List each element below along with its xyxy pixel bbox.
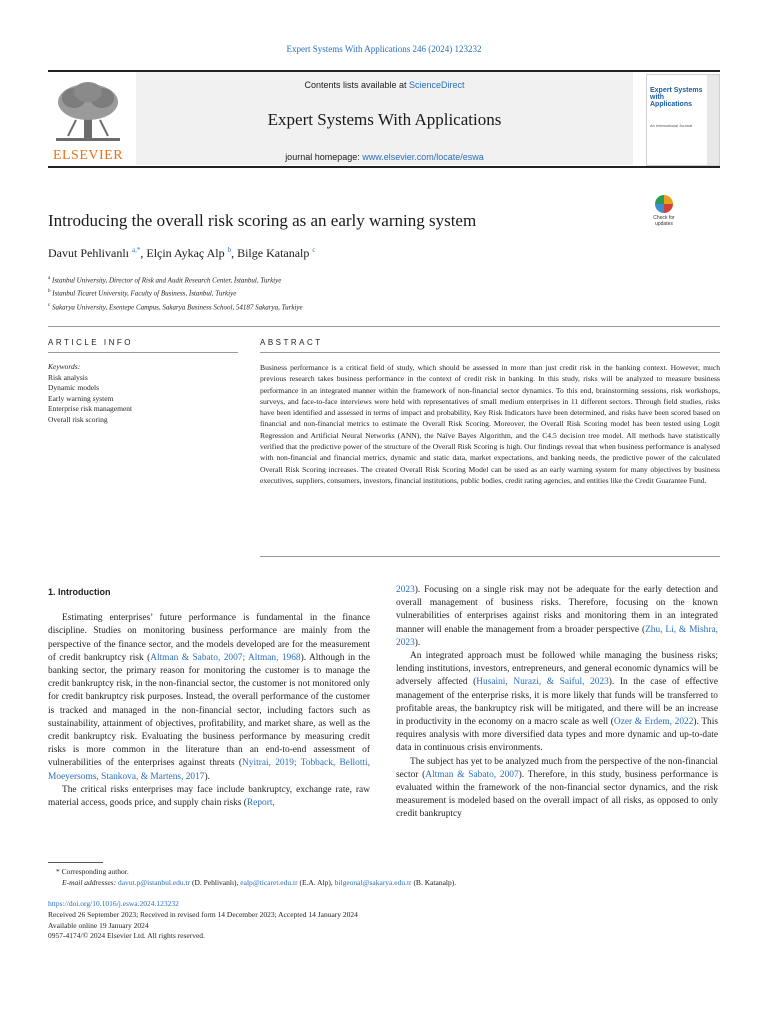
keyword: Overall risk scoring	[48, 414, 108, 424]
publication-info	[48, 899, 358, 942]
body-paragraph: An integrated approach must be followed while managing the business risks; lending institutions, investors, entrepreneurs, and general economic dynamics will be adversely affected (Husaini, Nurazi, & Saiful, 2023). In the case of effective management of the enterprise risks, it is more likely that funds will be transferred to profitable areas, the bankruptcy risk will be mitigated, and there will be an increase in productivity in the economy on a macro scale as well (Ozer & Erdem, 2022). This requires analysis with more diversified data types and more dynamic and up-to-date data in continuous crisis environments.	[396, 651, 719, 754]
author-name[interactable]: Davut Pehlivanlı	[48, 246, 129, 260]
journal-banner	[136, 72, 633, 165]
citation-link[interactable]: Altman & Sabato, 2007	[425, 769, 519, 780]
keyword: Risk analysis	[48, 372, 88, 382]
check-updates-label: Check for updates	[653, 215, 675, 227]
elsevier-logo	[48, 78, 128, 166]
copyright: 0957-4174/© 2024 Elsevier Ltd. All rights reserved.	[48, 931, 205, 941]
publisher-name: ELSEVIER	[52, 148, 124, 163]
keyword: Early warning system	[48, 393, 114, 403]
author-affil-marker[interactable]: b	[227, 246, 232, 254]
email-link[interactable]: davut.p@istanbul.edu.tr	[117, 878, 191, 887]
citation-link[interactable]: 2023	[396, 585, 415, 595]
received-dates: Received 26 September 2023; Received in revised form 14 December 2023; Accepted 14 January 2024	[48, 909, 358, 919]
affiliation: $^b$ Istanbul Ticaret University, Faculty of Business, İstanbul, Turkiye	[48, 289, 237, 298]
sciencedirect-link[interactable]: ScienceDirect	[409, 80, 465, 90]
doi-link[interactable]: https://doi.org/10.1016/j.eswa.2024.123232	[48, 899, 179, 908]
contents-line	[136, 80, 633, 90]
footnotes	[48, 866, 456, 888]
homepage-link[interactable]: www.elsevier.com/locate/eswa	[362, 152, 484, 162]
journal-citation[interactable]: Expert Systems With Applications 246 (2024) 123232	[286, 44, 482, 54]
author-name[interactable]: Elçin Aykaç Alp	[146, 246, 225, 260]
keyword: Dynamic models	[48, 383, 100, 392]
cover-title: Expert Systems with Applications	[650, 87, 703, 108]
author-name[interactable]: Bilge Katanalp	[237, 246, 310, 260]
check-updates-icon	[655, 195, 673, 213]
affiliations	[48, 273, 303, 313]
citation-link[interactable]: Nyitrai, 2019; Tobback, Bellotti, Moeyersoms, Stankova, & Martens, 2017	[48, 758, 370, 782]
author-affil-marker[interactable]: a,*	[132, 246, 141, 254]
check-for-updates-badge[interactable]	[646, 195, 682, 233]
email-addresses: E-mail addresses: davut.p@istanbul.edu.tr (D. Pehlivanlı), ealp@ticaret.edu.tr (E.A. Alp), bilgeonal@sakarya.edu.tr (B. Katanalp).	[62, 878, 457, 887]
journal-title: Expert Systems With Applications	[267, 110, 502, 129]
cover-side-strip	[707, 75, 719, 165]
journal-cover-thumbnail[interactable]	[646, 74, 720, 166]
contents-prefix: Contents lists available at	[304, 80, 410, 90]
abstract-rule	[260, 352, 720, 353]
article-info-heading: ARTICLE INFO	[48, 338, 133, 347]
author-affil-marker[interactable]: c	[312, 246, 316, 254]
journal-masthead	[48, 70, 720, 168]
online-date: Available online 19 January 2024	[48, 920, 149, 930]
section-heading: 1. Introduction	[48, 587, 111, 597]
corresponding-author-note: * Corresponding author.	[56, 867, 129, 876]
elsevier-tree-icon	[48, 78, 128, 148]
article-info-rule	[48, 352, 238, 353]
author-list: Davut Pehlivanlı $^{a,*}$, Elçin Aykaç Alp $^b$, Bilge Katanalp $^c$	[48, 246, 316, 260]
citation-link[interactable]: Husaini, Nurazi, & Saiful, 2023	[476, 677, 609, 688]
homepage-line	[136, 152, 633, 162]
body-paragraph: Estimating enterprises’ future performance is fundamental in the finance discipline. Studies on monitoring business performance are mainly from the perspective of the finance sector, and the models developed are for the measurement of credit bankruptcy risk (Altman & Sabato, 2007; Altman, 1968). Although in the banking sector, the primary reason for monitoring the customer is to manage the credit bankruptcy risk, in the non-financial sector, the customer is not monitored only for credit bankruptcy risk purposes. Instead, the overall performance of the customer is tracked and managed in the non-financial sector, including factors such as sustainability, attainment of objectives, profitability, and market share, as well as the credit bankruptcy risk. Evaluating the business performance by measuring credit risks is more common in the literature than an end-to-end assessment of vulnerabilities of the enterprises against threats (Nyitrai, 2019; Tobback, Bellotti, Moeyersoms, Stankova, & Martens, 2017).	[48, 613, 370, 782]
body-column-right	[396, 584, 718, 822]
body-paragraph: The subject has yet to be analyzed much from the perspective of the non-financial sector (Altman & Sabato, 2007). Therefore, in this study, business performance is evaluated within the framework of the non-financial sector dynamics, and the risk measurement is modeled based on the overall impact of all risks, as opposed to only credit bankruptcy	[396, 756, 718, 820]
keyword: Enterprise risk management	[48, 404, 133, 413]
citation-link[interactable]: Ozer & Erdem, 2022	[613, 717, 694, 728]
affiliation: $^a$ Istanbul University, Director of Risk and Audit Research Center, İstanbul, Turkiye	[48, 276, 282, 285]
section-divider	[48, 326, 720, 327]
paper-title: Introducing the overall risk scoring as an early warning system	[48, 211, 477, 230]
homepage-prefix: journal homepage:	[285, 152, 363, 162]
body-paragraph: 2023). Focusing on a single risk may not be adequate for the early detection and overall management of business risks. Therefore, focusing on the known vulnerabilities of enterprises against risks and monitoring them in an integrated manner will enable the management from a broader perspective (Zhu, Li, & Mishra, 2023).	[396, 585, 718, 648]
body-paragraph: The critical risks enterprises may face include bankruptcy, exchange rate, raw material access, goods price, and supply chain risks (Report,	[48, 784, 370, 809]
email-link[interactable]: ealp@ticaret.edu.tr	[240, 878, 298, 887]
citation-link[interactable]: Report,	[246, 798, 275, 809]
citation-link[interactable]: Zhu, Li, & Mishra, 2023	[396, 624, 718, 648]
affiliation: $^c$ Sakarya University, Esentepe Campus, Sakarya Business School, 54187 Sakarya, Turkiye	[48, 302, 303, 311]
cover-subtitle: An International Journal	[650, 123, 693, 128]
body-column-left	[48, 584, 370, 810]
citation-link[interactable]: Altman & Sabato, 2007; Altman, 1968	[150, 652, 301, 663]
footnote-rule	[48, 862, 103, 863]
abstract-text: Business performance is a critical field of study, which should be assessed in more than just credit risk in the banking context. However, much previous research takes business performance in the context of credit risk in banking. In this study, risks will be analyzed to measure business performance in an integrated manner within the framework of non-financial sector dynamics. To this end, brainstorming sessions, risk workshops, surveys, and face-to-face interviews were held with representatives of small medium enterprises in 11 different sectors. Through field studies, risks have been identified and assessed in terms of impact and probability, Key Risk Indicators have been determined, and risks have been scored based on financial and non-financial metrics to estimate the Overall Risk Scoring. Moreover, the Overall Risk Scoring model has been tested using Logit Regression and Artificial Neural Networks (ANN), the Naïve Bayes Algorithm, and the C4.5 decision tree model. All methods have statistically verified that the predictive power of the structure of the Overall Risk Scoring is high. Our findings reveal that when business performance is analysed with non-financial and financial metrics, dynamic and static data, market expectations, and banking needs, the predictive power of the calculated Overall Risk Scoring increases. The created Overall Risk Scoring Model can be used as an early warning system for many objectives by business executives, suppliers, consumers, investors, financial institutions, public bodies, credit rating agencies, and entities like the Credit Guarantee Fund.	[260, 363, 720, 485]
abstract-end-rule	[260, 556, 720, 557]
email-link[interactable]: bilgeonal@sakarya.edu.tr	[334, 878, 412, 887]
keywords-label: Keywords:	[48, 362, 81, 371]
abstract-heading: ABSTRACT	[260, 338, 323, 347]
keywords-block	[48, 362, 132, 425]
email-label: E-mail addresses:	[62, 878, 117, 887]
